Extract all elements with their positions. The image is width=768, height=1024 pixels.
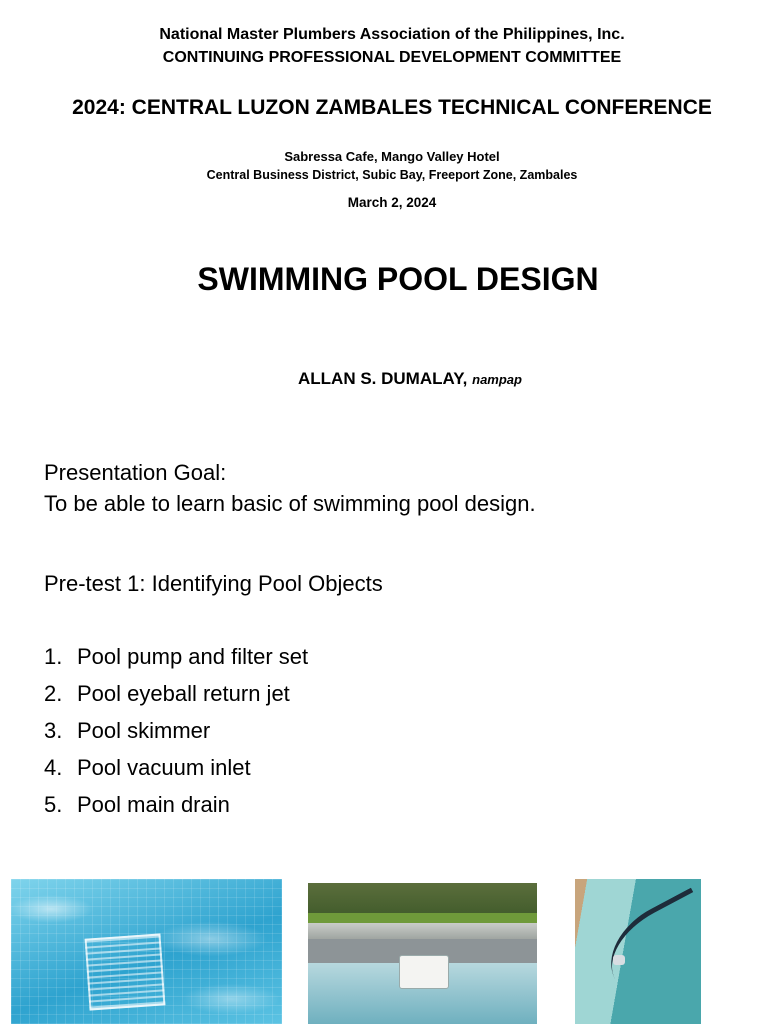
list-item-label: Pool pump and filter set bbox=[77, 644, 309, 669]
list-item-number: 5. bbox=[44, 792, 63, 817]
goal-text: To be able to learn basic of swimming pool design. bbox=[44, 491, 536, 516]
vacuum-hose bbox=[594, 888, 701, 1006]
author-suffix: nampap bbox=[472, 372, 522, 387]
list-item bbox=[44, 678, 308, 715]
list-item-label: Pool main drain bbox=[77, 792, 230, 817]
list-item-number: 1. bbox=[44, 644, 63, 669]
pool-main-drain-photo bbox=[11, 879, 282, 1024]
venue-address: Central Business District, Subic Bay, Freeport Zone, Zambales bbox=[206, 168, 578, 182]
list-item-label: Pool eyeball return jet bbox=[77, 681, 290, 706]
vacuum-head bbox=[613, 955, 625, 965]
skimmer-box bbox=[399, 955, 449, 989]
pool-skimmer-photo bbox=[308, 883, 537, 1024]
list-item bbox=[44, 789, 308, 826]
list-item-number: 2. bbox=[44, 681, 63, 706]
list-item-label: Pool skimmer bbox=[77, 718, 211, 743]
main-drain-grate bbox=[85, 933, 166, 1010]
pretest-list bbox=[44, 641, 308, 826]
author-name: ALLAN S. DUMALAY bbox=[298, 369, 463, 388]
organization-name: National Master Plumbers Association of the Philippines, Inc. bbox=[159, 26, 625, 43]
venue-name: Sabressa Cafe, Mango Valley Hotel bbox=[284, 149, 500, 164]
list-item bbox=[44, 641, 308, 678]
author-separator: , bbox=[462, 369, 468, 388]
conference-title: 2024: CENTRAL LUZON ZAMBALES TECHNICAL CONFERENCE bbox=[72, 96, 712, 119]
presentation-title: SWIMMING POOL DESIGN bbox=[197, 261, 599, 297]
pretest-heading: Pre-test 1: Identifying Pool Objects bbox=[44, 571, 383, 596]
list-item-label: Pool vacuum inlet bbox=[77, 755, 251, 780]
author-line bbox=[26, 369, 768, 389]
presentation-goal bbox=[44, 457, 536, 519]
pool-vacuum-photo bbox=[575, 879, 701, 1024]
committee-name: CONTINUING PROFESSIONAL DEVELOPMENT COMMITTEE bbox=[162, 49, 622, 66]
list-item-number: 4. bbox=[44, 755, 63, 780]
list-item bbox=[44, 752, 308, 789]
event-date: March 2, 2024 bbox=[347, 195, 437, 210]
list-item bbox=[44, 715, 308, 752]
list-item-number: 3. bbox=[44, 718, 63, 743]
goal-heading: Presentation Goal: bbox=[44, 460, 227, 485]
